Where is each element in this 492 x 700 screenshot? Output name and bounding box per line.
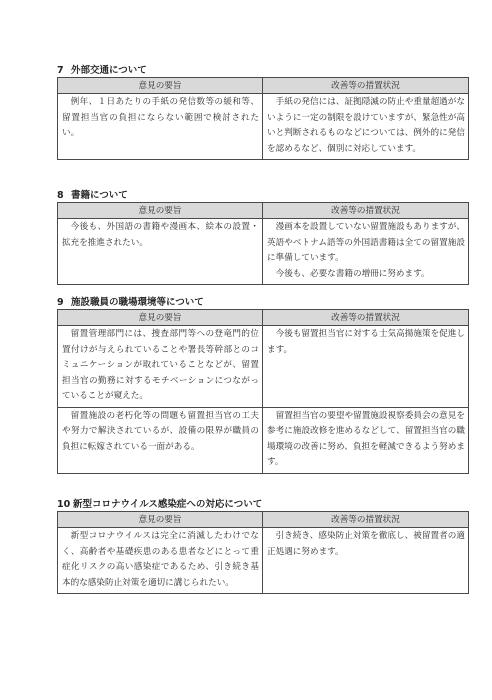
- opinion-column-header: 意見の要旨: [58, 78, 263, 94]
- opinion-cell: [58, 407, 263, 473]
- measure-column-header: 改善等の措置状況: [263, 78, 469, 94]
- table-row: [58, 219, 469, 285]
- section-title: 外部交通について: [71, 65, 147, 76]
- cell-paragraph: 漫画本を設置していない留置施設もありますが、英語やベトナム語等の外国語書籍は全ての留置施設に準備しています。: [267, 222, 465, 263]
- section-heading: [57, 64, 468, 77]
- section-heading: [57, 189, 468, 202]
- measure-cell: [263, 219, 469, 285]
- section-number: 9: [57, 297, 64, 308]
- cell-paragraph: 今後も、必要な書籍の増冊に努めます。: [275, 268, 430, 279]
- cell-paragraph: 留置管理部門には、捜査部門等への登竜門的位置付けが与えられていることや署長等幹部とのコミュニケーションが取れていることなどが、留置担当官の勤務に対するモチベーションにつながっていることが窺えた。: [62, 329, 259, 401]
- opinion-table: [57, 309, 469, 474]
- section-9: [57, 296, 468, 474]
- opinion-cell: [58, 326, 263, 408]
- cell-paragraph: 引き続き、感染防止対策を徹底し、被留置者の適正処遇に努めます。: [267, 531, 465, 557]
- section-number: 8: [57, 190, 64, 201]
- section-8: [57, 189, 468, 285]
- table-header-row: [58, 203, 469, 219]
- cell-paragraph: 留置担当官の要望や留置施設視察委員会の意見を参考に施設改修を進めるなどして、留置担当官の職場環境の改善に努め、負担を軽減できるよう努めます。: [267, 410, 465, 467]
- measure-cell: [263, 528, 469, 594]
- section-title: 新型コロナウイルス感染症への対応について: [73, 499, 263, 510]
- section-heading: [57, 296, 468, 309]
- section-title: 書籍について: [71, 190, 128, 201]
- table-row: [58, 326, 469, 408]
- section-7: [57, 64, 468, 160]
- opinion-table: [57, 202, 469, 285]
- opinion-cell: [58, 219, 263, 285]
- opinion-column-header: 意見の要旨: [58, 512, 263, 528]
- table-header-row: [58, 512, 469, 528]
- measure-column-header: 改善等の措置状況: [263, 512, 469, 528]
- measure-cell: [263, 326, 469, 408]
- measure-column-header: 改善等の措置状況: [263, 310, 469, 326]
- measure-cell: [263, 407, 469, 473]
- cell-paragraph: 今後も留置担当官に対する士気高揚施策を促進します。: [267, 329, 465, 355]
- section-number: 7: [57, 65, 64, 76]
- table-row: [58, 407, 469, 473]
- table-header-row: [58, 310, 469, 326]
- opinion-table: [57, 511, 469, 594]
- section-title: 施設職員の職場環境等について: [71, 297, 204, 308]
- cell-paragraph: 例年、１日あたりの手紙の発信数等の緩和等、留置担当官の負担にならない範囲で検討されたい。: [62, 97, 259, 138]
- opinion-cell: [58, 528, 263, 594]
- measure-cell: [263, 94, 469, 160]
- section-number: 10: [57, 499, 71, 510]
- table-header-row: [58, 78, 469, 94]
- section-10: [57, 498, 468, 594]
- opinion-cell: [58, 94, 263, 160]
- table-row: [58, 528, 469, 594]
- opinion-column-header: 意見の要旨: [58, 310, 263, 326]
- cell-paragraph: 今後も、外国語の書籍や漫画本、絵本の設置・拡充を推進されたい。: [62, 222, 259, 248]
- cell-paragraph: 留置施設の老朽化等の問題も留置担当官の工夫や努力で解決されているが、設備の限界が職員の負担に転嫁されている一面がある。: [62, 410, 259, 452]
- opinion-column-header: 意見の要旨: [58, 203, 263, 219]
- measure-column-header: 改善等の措置状況: [263, 203, 469, 219]
- table-row: [58, 94, 469, 160]
- opinion-table: [57, 77, 469, 160]
- cell-paragraph: 手紙の発信には、証拠隠滅の防止や重量超過がないように一定の制限を設けていますが、緊急性が高いと判断されるものなどについては、例外的に発信を認めるなど、個別に対応しています。: [267, 97, 465, 154]
- section-heading: [57, 498, 468, 511]
- cell-paragraph: 新型コロナウイルスは完全に消滅したわけでなく、高齢者や基礎疾患のある患者などにとって重症化リスクの高い感染症であるため、引き続き基本的な感染防止対策を適切に講じられたい。: [62, 531, 259, 588]
